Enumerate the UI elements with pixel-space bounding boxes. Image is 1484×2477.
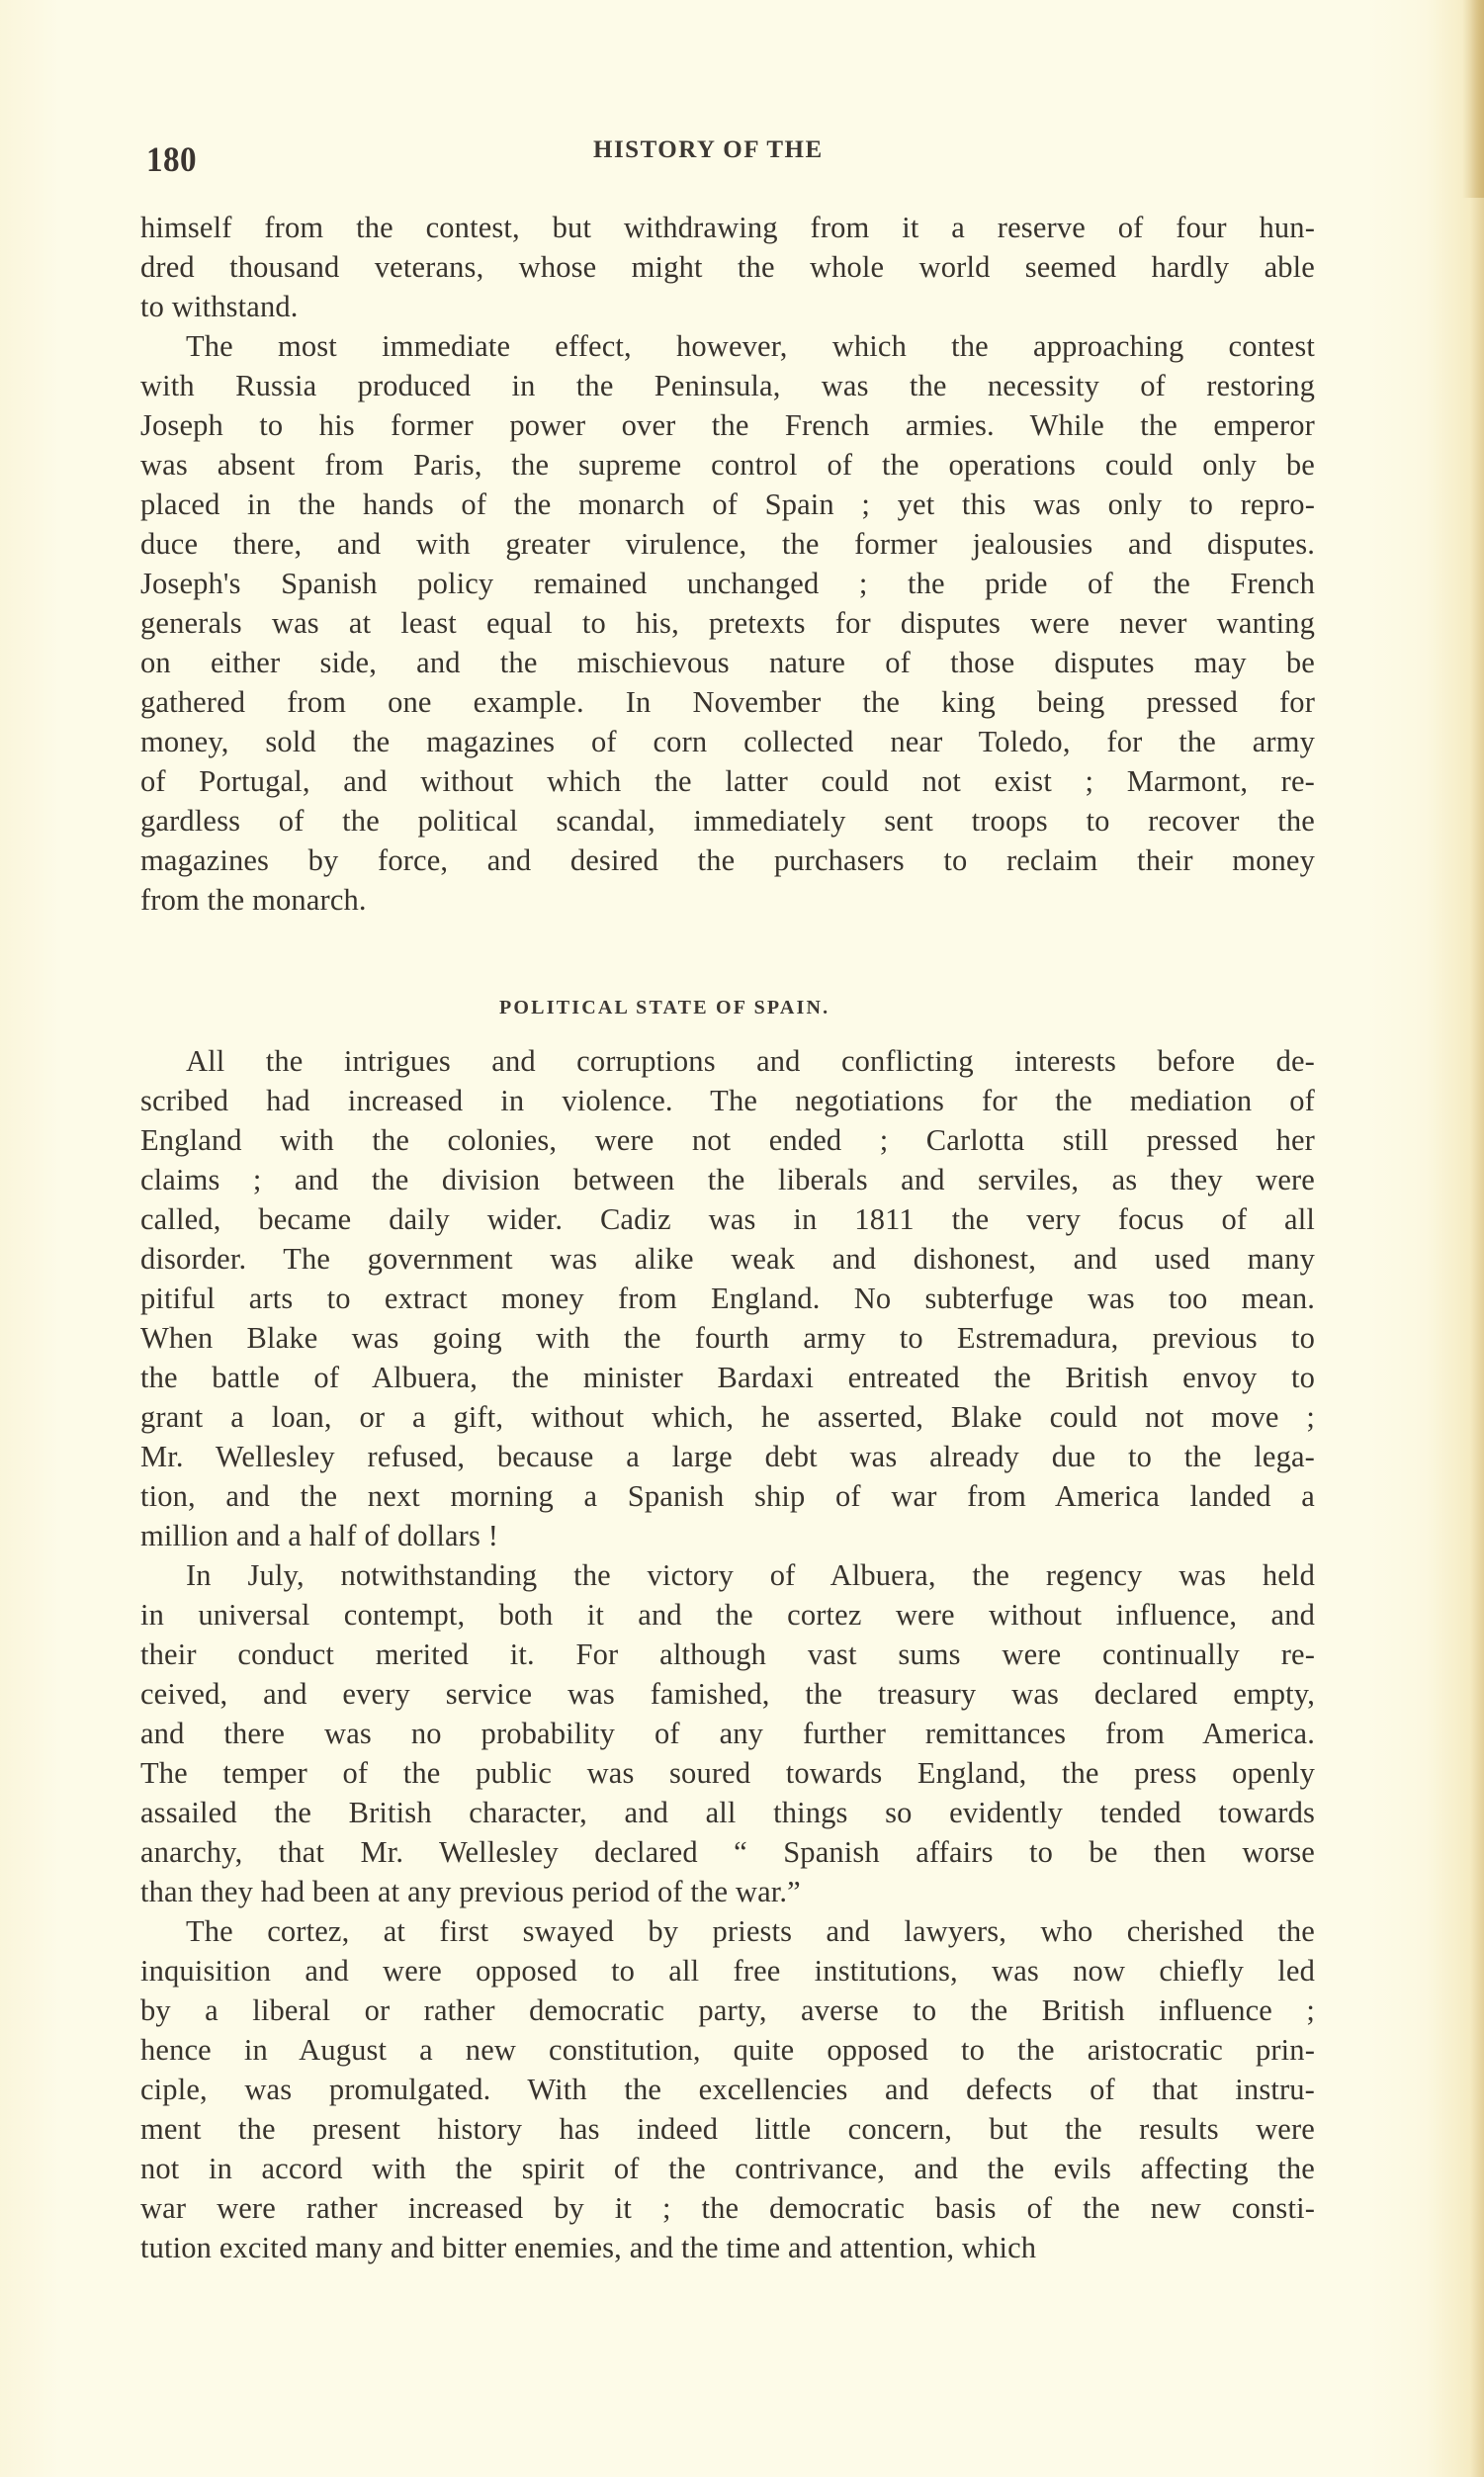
text-line: The temper of the public was soured towards England, the press openly bbox=[140, 1756, 1315, 1790]
text-line: on either side, and the mischievous nature of those disputes may be bbox=[140, 646, 1315, 679]
text-line: magazines by force, and desired the purchasers to reclaim their money bbox=[140, 843, 1315, 877]
text-line: hence in August a new constitution, quite opposed to the aristocratic prin- bbox=[140, 2033, 1315, 2067]
text-line: Mr. Wellesley refused, because a large debt was already due to the lega- bbox=[140, 1440, 1315, 1473]
text-line: to withstand. bbox=[140, 290, 299, 323]
text-line: England with the colonies, were not ended ; Carlotta still pressed her bbox=[140, 1123, 1315, 1157]
text-line: pitiful arts to extract money from England. No subterfuge was too mean. bbox=[140, 1282, 1315, 1315]
text-line: was absent from Paris, the supreme control of the operations could only be bbox=[140, 448, 1315, 482]
text-block-after-heading bbox=[140, 1041, 1315, 2267]
text-line: ment the present history has indeed little concern, but the results were bbox=[140, 2112, 1315, 2146]
text-line: assailed the British character, and all things so evidently tended towards bbox=[140, 1796, 1315, 1829]
section-heading: POLITICAL STATE OF SPAIN. bbox=[499, 996, 830, 1018]
text-line: In July, notwithstanding the victory of Albuera, the regency was held bbox=[186, 1558, 1315, 1592]
paragraph bbox=[140, 208, 1315, 326]
text-line: not in accord with the spirit of the contrivance, and the evils affecting the bbox=[140, 2152, 1315, 2185]
text-line: inquisition and were opposed to all free institutions, was now chiefly led bbox=[140, 1954, 1315, 1988]
running-head bbox=[143, 131, 1315, 179]
text-line: money, sold the magazines of corn collected near Toledo, for the army bbox=[140, 725, 1315, 758]
text-line: of Portugal, and without which the latter could not exist ; Marmont, re- bbox=[140, 764, 1315, 798]
text-line: himself from the contest, but withdrawing from it a reserve of four hun- bbox=[140, 211, 1315, 244]
text-line: grant a loan, or a gift, without which, he asserted, Blake could not move ; bbox=[140, 1400, 1315, 1434]
text-line: disorder. The government was alike weak and dishonest, and used many bbox=[140, 1242, 1315, 1276]
text-line: by a liberal or rather democratic party, averse to the British influence ; bbox=[140, 1993, 1315, 2027]
gutter-shadow bbox=[1462, 0, 1484, 198]
text-line: generals was at least equal to his, pretexts for disputes were never wanting bbox=[140, 606, 1315, 640]
text-line: dred thousand veterans, whose might the whole world seemed hardly able bbox=[140, 250, 1315, 284]
text-line: claims ; and the division between the liberals and serviles, as they were bbox=[140, 1163, 1315, 1196]
text-line: tution excited many and bitter enemies, and the time and attention, which bbox=[140, 2231, 1037, 2264]
text-line: anarchy, that Mr. Wellesley declared “ Spanish affairs to be then worse bbox=[140, 1835, 1315, 1869]
text-line: than they had been at any previous period of the war.” bbox=[140, 1875, 801, 1908]
text-line: The cortez, at first swayed by priests and lawyers, who cherished the bbox=[186, 1914, 1315, 1948]
text-line: The most immediate effect, however, which the approaching contest bbox=[186, 329, 1315, 363]
text-line: placed in the hands of the monarch of Spain ; yet this was only to repro- bbox=[140, 487, 1315, 521]
text-line: gardless of the political scandal, immediately sent troops to recover the bbox=[140, 804, 1315, 838]
text-line: the battle of Albuera, the minister Bardaxi entreated the British envoy to bbox=[140, 1361, 1315, 1394]
text-line: When Blake was going with the fourth army to Estremadura, previous to bbox=[140, 1321, 1315, 1355]
text-line: their conduct merited it. For although vast sums were continually re- bbox=[140, 1637, 1315, 1671]
text-line: ceived, and every service was famished, the treasury was declared empty, bbox=[140, 1677, 1315, 1711]
text-line: All the intrigues and corruptions and conflicting interests before de- bbox=[186, 1044, 1315, 1078]
text-line: in universal contempt, both it and the cortez were without influence, and bbox=[140, 1598, 1315, 1632]
text-line: from the monarch. bbox=[140, 883, 367, 917]
text-line: million and a half of dollars ! bbox=[140, 1519, 499, 1552]
text-line: tion, and the next morning a Spanish ship of war from America landed a bbox=[140, 1479, 1315, 1513]
text-line: with Russia produced in the Peninsula, was the necessity of restoring bbox=[140, 369, 1315, 402]
paragraph bbox=[140, 1555, 1315, 1911]
text-line: duce there, and with greater virulence, the former jealousies and disputes. bbox=[140, 527, 1315, 561]
running-title: HISTORY OF THE bbox=[593, 136, 824, 163]
text-block-before-heading bbox=[140, 208, 1315, 920]
text-line: war were rather increased by it ; the democratic basis of the new consti- bbox=[140, 2191, 1315, 2225]
text-line: and there was no probability of any further remittances from America. bbox=[140, 1717, 1315, 1750]
page-number: 180 bbox=[146, 139, 198, 179]
text-line: Joseph to his former power over the French armies. While the emperor bbox=[140, 408, 1315, 442]
text-line: scribed had increased in violence. The negotiations for the mediation of bbox=[140, 1084, 1315, 1117]
paragraph bbox=[140, 1911, 1315, 2267]
text-line: Joseph's Spanish policy remained unchanged ; the pride of the French bbox=[140, 567, 1315, 600]
text-line: gathered from one example. In November the king being pressed for bbox=[140, 685, 1315, 719]
paragraph bbox=[140, 1041, 1315, 1555]
text-line: ciple, was promulgated. With the excellencies and defects of that instru- bbox=[140, 2073, 1315, 2106]
paragraph bbox=[140, 326, 1315, 920]
text-line: called, became daily wider. Cadiz was in 1811 the very focus of all bbox=[140, 1202, 1315, 1236]
